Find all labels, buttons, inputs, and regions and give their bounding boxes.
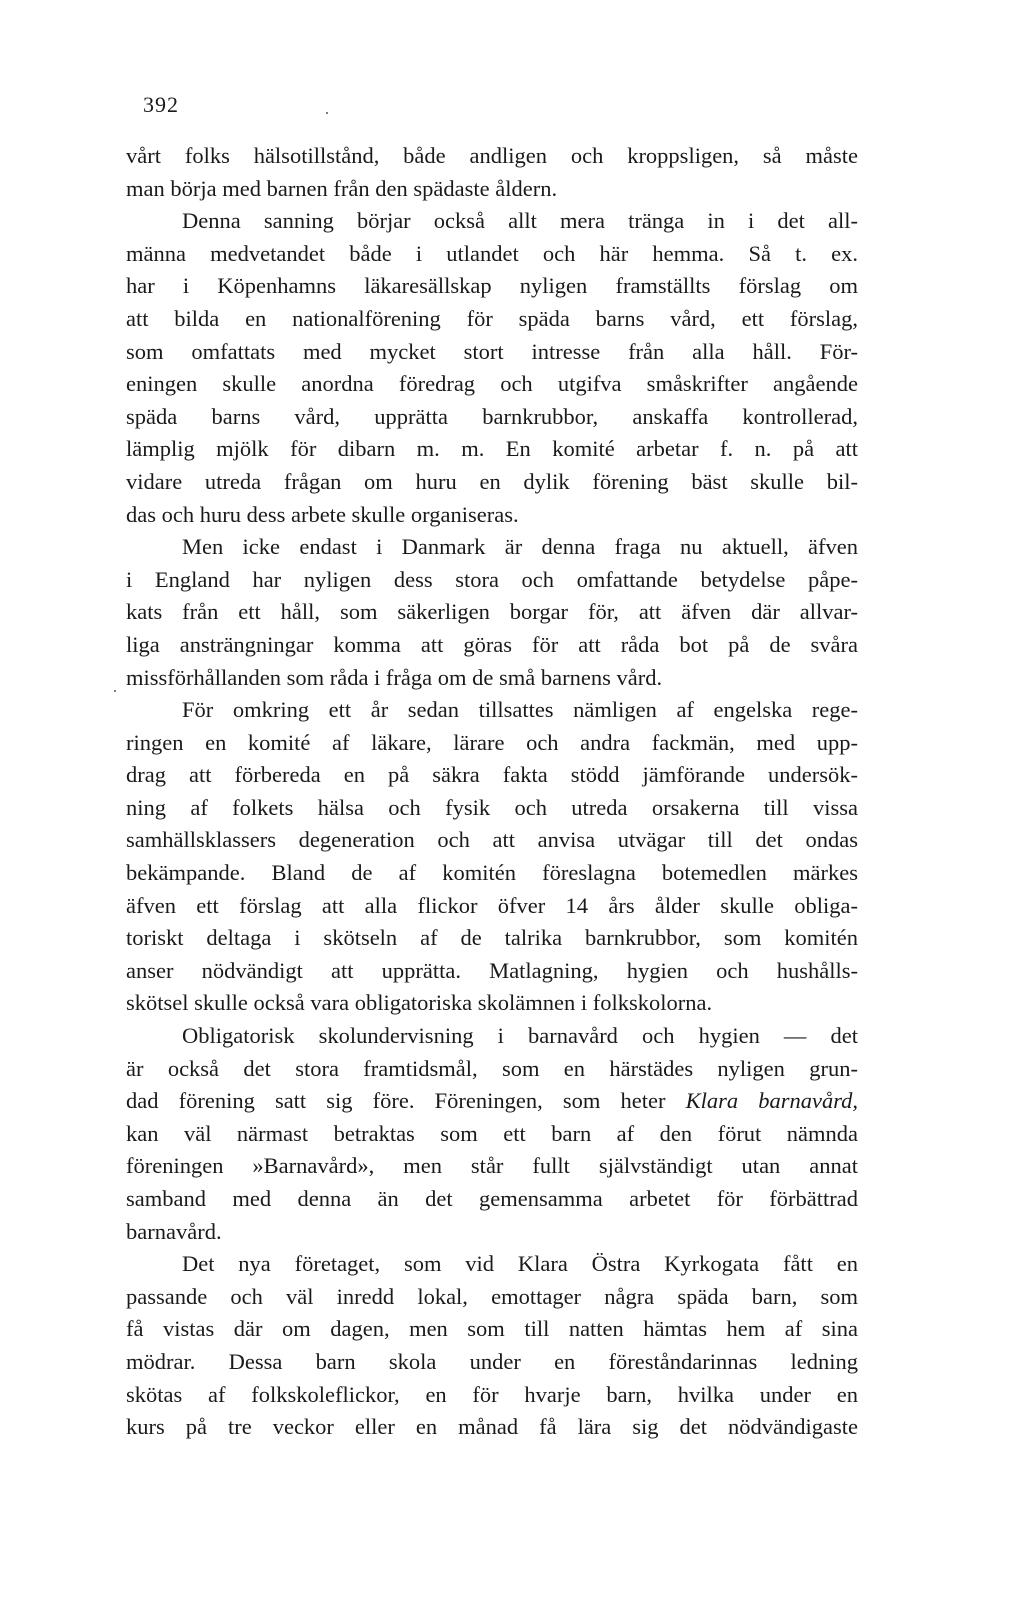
text-line: männa medvetandet både i utlandet och här hemma. Så t. ex. <box>126 240 858 266</box>
text-line: missförhållanden som råda i fråga om de små barnens vård. <box>126 664 663 690</box>
text-line: som omfattats med mycket stort intresse från alla håll. För- <box>126 338 858 364</box>
text-line: samhällsklassers degeneration och att anvisa utvägar till det ondas <box>126 827 858 853</box>
text-line: För omkring ett år sedan tillsattes nämligen af engelska rege- <box>182 697 858 723</box>
association-name: Klara barnavård, <box>685 1088 858 1114</box>
text-line: eningen skulle anordna föredrag och utgifva småskrifter angående <box>126 371 858 397</box>
page-number: 392 <box>143 92 179 117</box>
text-line: Obligatorisk skolundervisning i barnavård och hygien — det <box>182 1023 858 1049</box>
text-line: kats från ett håll, som säkerligen borgar för, att äfven där allvar- <box>126 599 858 625</box>
text-line: späda barns vård, upprätta barnkrubbor, anskaffa kontrollerad, <box>126 403 858 429</box>
text-line: kurs på tre veckor eller en månad få lära sig det nödvändigaste <box>126 1414 858 1440</box>
text-line: i England har nyligen dess stora och omfattande betydelse påpe- <box>126 566 858 592</box>
text-line: vidare utreda frågan om huru en dylik förening bäst skulle bil- <box>126 468 858 494</box>
text-line: är också det stora framtidsmål, som en härstädes nyligen grun- <box>126 1055 858 1081</box>
text-line: passande och väl inredd lokal, emottager några späda barn, som <box>126 1283 858 1309</box>
text-line: att bilda en nationalförening för späda barns vård, ett förslag, <box>126 305 858 331</box>
text-line: Men icke endast i Danmark är denna fraga nu aktuell, äfven <box>182 534 858 560</box>
text-line: ning af folkets hälsa och fysik och utreda orsakerna till vissa <box>126 794 858 820</box>
text-line <box>126 1085 858 1118</box>
text-line: föreningen »Barnavård», men står fullt självständigt utan annat <box>126 1153 858 1179</box>
text-line: das och huru dess arbete skulle organiseras. <box>126 501 519 527</box>
text-line: har i Köpenhamns läkaresällskap nyligen framställts förslag om <box>126 273 858 299</box>
print-speck <box>326 112 328 114</box>
text-line: toriskt deltaga i skötseln af de talrika barnkrubbor, som komitén <box>126 925 858 951</box>
text-line: drag att förbereda en på säkra fakta stödd jämförande undersök- <box>126 762 858 788</box>
text-line: anser nödvändigt att upprätta. Matlagning, hygien och hushålls- <box>126 957 858 983</box>
text-line: äfven ett förslag att alla flickor öfver 14 års ålder skulle obliga- <box>126 892 858 918</box>
text-line: lämplig mjölk för dibarn m. m. En komité arbetar f. n. på att <box>126 436 858 462</box>
text-line: skötas af folkskoleflickor, en för hvarje barn, hvilka under en <box>126 1381 858 1407</box>
text-line: få vistas där om dagen, men som till natten hämtas hem af sina <box>126 1316 858 1342</box>
text-line: vårt folks hälsotillstånd, både andligen och kroppsligen, så måste <box>126 143 858 168</box>
text-line: bekämpande. Bland de af komitén föreslagna botemedlen märkes <box>126 860 858 886</box>
text-line: kan väl närmast betraktas som ett barn af den förut nämnda <box>126 1120 858 1146</box>
text-line: liga ansträngningar komma att göras för att råda bot på de svåra <box>126 631 858 657</box>
text-line: Denna sanning börjar också allt mera tränga in i det all- <box>182 208 858 234</box>
text-line: Det nya företaget, som vid Klara Östra Kyrkogata fått en <box>182 1251 858 1277</box>
print-speck <box>114 690 116 692</box>
text-line: mödrar. Dessa barn skola under en föreståndarinnas ledning <box>126 1348 858 1374</box>
text-line: skötsel skulle också vara obligatoriska skolämnen i folkskolorna. <box>126 990 713 1016</box>
text-line-segment: dad förening satt sig före. Föreningen, som heter <box>126 1088 686 1114</box>
text-line: ringen en komité af läkare, lärare och andra fackmän, med upp- <box>126 729 858 755</box>
text-line: barnavård. <box>126 1218 222 1244</box>
text-line: samband med denna än det gemensamma arbetet för förbättrad <box>126 1186 858 1211</box>
body-text <box>126 140 858 1444</box>
text-line: man börja med barnen från den spädaste åldern. <box>126 175 558 201</box>
